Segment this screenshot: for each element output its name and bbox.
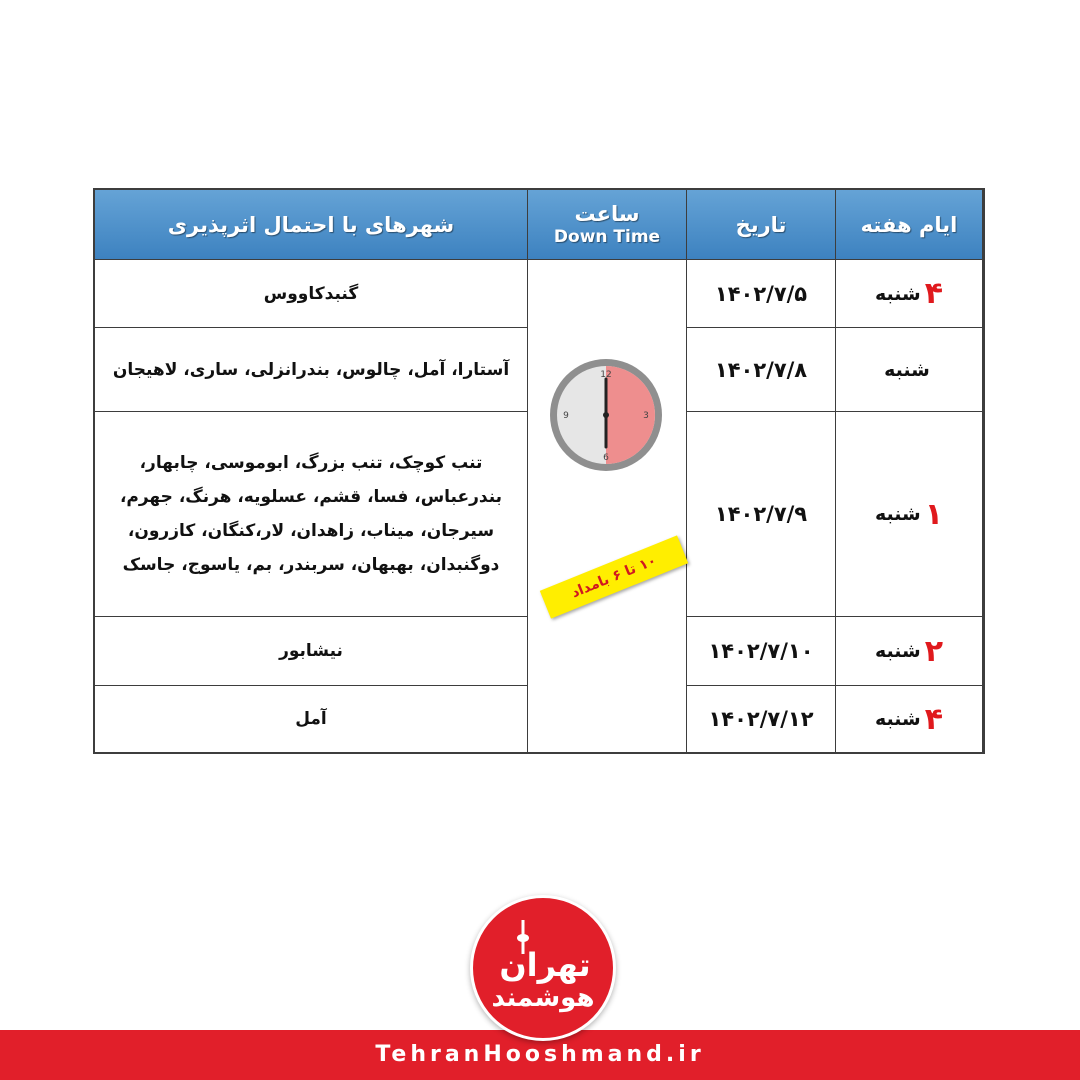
row-date-label: ۱۴۰۲/۷/۱۲ <box>708 707 814 731</box>
downtime-table <box>93 188 985 754</box>
row-day-label: شنبه <box>874 708 921 730</box>
header-days-label: ایام هفته <box>860 212 958 237</box>
row-day-label: شنبه <box>884 358 930 381</box>
row-cities <box>95 412 528 617</box>
row-day-number: ۴ <box>924 701 944 737</box>
row-day <box>836 686 983 752</box>
row-date <box>687 686 836 752</box>
row-day-label: شنبه <box>874 640 921 662</box>
row-day-number: ۴ <box>924 276 944 311</box>
header-time-title: ساعت <box>574 201 640 226</box>
header-days <box>836 190 983 260</box>
header-time-subtitle: Down Time <box>553 227 661 247</box>
clock-number: 12 <box>600 370 612 380</box>
clock-number: 3 <box>643 411 649 421</box>
clock-number: 9 <box>563 411 569 421</box>
row-cities <box>95 617 528 686</box>
logo-line-1: تهران <box>499 946 591 984</box>
clock-number: 6 <box>603 453 609 463</box>
row-day-label: شنبه <box>874 282 921 305</box>
row-day <box>836 328 983 412</box>
footer-site-link[interactable]: TehranHooshmand.ir <box>375 1042 705 1067</box>
row-day-label: شنبه <box>874 503 921 525</box>
row-date <box>687 617 836 686</box>
header-time <box>528 190 687 260</box>
row-day-number: ۱ <box>924 496 944 532</box>
row-cities <box>95 260 528 328</box>
row-day <box>836 260 983 328</box>
clock-icon <box>548 357 664 473</box>
row-date <box>687 260 836 328</box>
row-day <box>836 412 983 617</box>
row-date-label: ۱۴۰۲/۷/۵ <box>714 281 808 306</box>
row-date-label: ۱۴۰۲/۷/۱۰ <box>708 639 814 663</box>
downtime-cell <box>528 260 687 752</box>
header-cities <box>95 190 528 260</box>
row-date <box>687 328 836 412</box>
row-cities <box>95 328 528 412</box>
time-range-badge <box>540 535 688 618</box>
row-date-label: ۱۴۰۲/۷/۸ <box>714 357 808 382</box>
logo-line-2: هوشمند <box>491 983 595 1013</box>
row-date-label: ۱۴۰۲/۷/۹ <box>714 502 808 526</box>
time-range-label: ۱۰ تا ۶ بامداد <box>569 552 659 602</box>
header-cities-label: شهرهای با احتمال اثرپذیری <box>167 212 455 237</box>
row-cities-label: تنب کوچک، تنب بزرگ، ابوموسی، چابهار، بندرعباس، فسا، قشم، عسلویه، هرنگ، جهرم، سیرجان، میناب، زاهدان، لار،کنگان، کازرون، دوگنبدان، بهبهان، سربندر، بم، یاسوج، جاسک <box>119 453 503 575</box>
row-date <box>687 412 836 617</box>
row-cities <box>95 686 528 752</box>
row-day <box>836 617 983 686</box>
header-date <box>687 190 836 260</box>
row-cities-label: گنبدکاووس <box>263 283 359 304</box>
logo-mark <box>473 898 613 1038</box>
row-day-number: ۲ <box>924 633 944 669</box>
tehran-hooshmand-logo <box>470 895 616 1041</box>
header-date-label: تاریخ <box>735 212 787 237</box>
row-cities-label: آمل <box>295 709 327 729</box>
row-cities-label: آستارا، آمل، چالوس، بندرانزلی، ساری، لاهیجان <box>112 359 510 380</box>
row-cities-label: نیشابور <box>279 641 343 661</box>
